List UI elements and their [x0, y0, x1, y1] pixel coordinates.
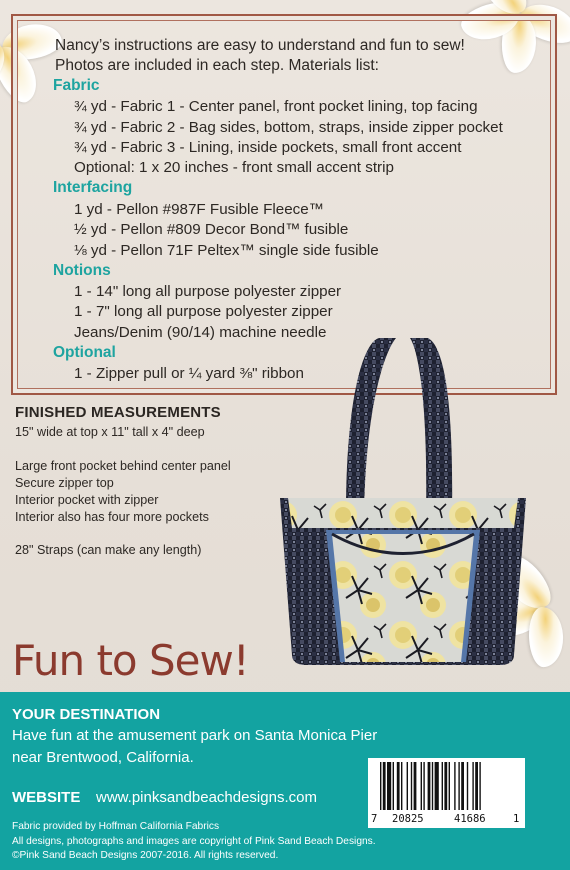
straps-note: 28" Straps (can make any length) — [15, 543, 202, 557]
barcode-digits: 41686 — [454, 813, 486, 825]
fabric-heading: Fabric — [53, 77, 100, 94]
barcode-bar — [454, 762, 455, 810]
upc-barcode — [368, 758, 525, 828]
barcode-digit: 7 — [371, 813, 378, 825]
optional-heading: Optional — [53, 344, 116, 361]
barcode-bar — [393, 762, 394, 810]
barcode-digit: 1 — [513, 813, 520, 825]
barcode-bar — [407, 762, 408, 810]
intro-line: Photos are included in each step. Materials list: — [55, 57, 379, 74]
barcode-bar — [401, 762, 402, 810]
barcode-bar — [444, 762, 447, 810]
credit-line: All designs, photographs and images are copyright of Pink Sand Beach Designs. — [12, 836, 376, 847]
barcode-bar — [380, 762, 381, 810]
barcode-bar — [428, 762, 431, 810]
measurements-title: FINISHED MEASUREMENTS — [15, 404, 221, 421]
intro-line: Nancy’s instructions are easy to understand and fun to sew! — [55, 37, 465, 54]
feature-item: Large front pocket behind center panel — [15, 459, 231, 473]
barcode-bar — [475, 762, 478, 810]
barcode-bar — [449, 762, 450, 810]
barcode-bar — [458, 762, 459, 810]
barcode-bar — [435, 762, 439, 810]
list-item: ¾ yd - Fabric 1 - Center panel, front pocket lining, top facing — [74, 98, 478, 115]
feature-item: Secure zipper top — [15, 476, 114, 490]
barcode-bar — [442, 762, 443, 810]
barcode-bar — [467, 762, 468, 810]
barcode-bar — [397, 762, 400, 810]
barcode-bar — [387, 762, 391, 810]
interfacing-heading: Interfacing — [53, 179, 133, 196]
intro-text — [55, 36, 525, 76]
list-item: 1 - Zipper pull or ¼ yard ⅜" ribbon — [74, 365, 304, 382]
measurements-size: 15" wide at top x 11" tall x 4" deep — [15, 425, 205, 439]
destination-line: near Brentwood, California. — [12, 749, 194, 766]
destination-line: Have fun at the amusement park on Santa Monica Pier — [12, 727, 378, 744]
list-item: Optional: 1 x 20 inches - front small accent strip — [74, 159, 394, 176]
barcode-bar — [383, 762, 386, 810]
list-item: Jeans/Denim (90/14) machine needle — [74, 324, 327, 341]
list-item: ¾ yd - Fabric 2 - Bag sides, bottom, straps, inside zipper pocket — [74, 119, 503, 136]
barcode-bar — [432, 762, 433, 810]
website-link[interactable]: www.pinksandbeachdesigns.com — [96, 789, 317, 806]
barcode-bar — [461, 762, 464, 810]
credit-line: Fabric provided by Hoffman California Fabrics — [12, 821, 220, 832]
barcode-bar — [423, 762, 424, 810]
list-item: 1 - 14" long all purpose polyester zipper — [74, 283, 342, 300]
feature-item: Interior pocket with zipper — [15, 493, 159, 507]
website-label: WEBSITE — [12, 789, 81, 806]
list-item: ¾ yd - Fabric 3 - Lining, inside pockets, small front accent — [74, 139, 462, 156]
tagline: Fun to Sew! — [12, 636, 249, 685]
barcode-bar — [479, 762, 480, 810]
list-item: ½ yd - Pellon #809 Decor Bond™ fusible — [74, 221, 349, 238]
barcode-bar — [421, 762, 422, 810]
barcode-digits: 20825 — [392, 813, 424, 825]
barcode-bars — [368, 758, 525, 816]
list-item: 1 yd - Pellon #987F Fusible Fleece™ — [74, 201, 324, 218]
list-item: ⅛ yd - Pellon 71F Peltex™ single side fusible — [74, 242, 379, 259]
notions-heading: Notions — [53, 262, 111, 279]
barcode-bar — [411, 762, 412, 810]
barcode-bar — [472, 762, 473, 810]
tote-bag-photo — [268, 320, 538, 680]
feature-item: Interior also has four more pockets — [15, 510, 209, 524]
barcode-bar — [414, 762, 417, 810]
list-item: 1 - 7" long all purpose polyester zipper — [74, 303, 333, 320]
credit-line: ©Pink Sand Beach Designs 2007-2016. All rights reserved. — [12, 850, 279, 861]
destination-title: YOUR DESTINATION — [12, 706, 161, 723]
